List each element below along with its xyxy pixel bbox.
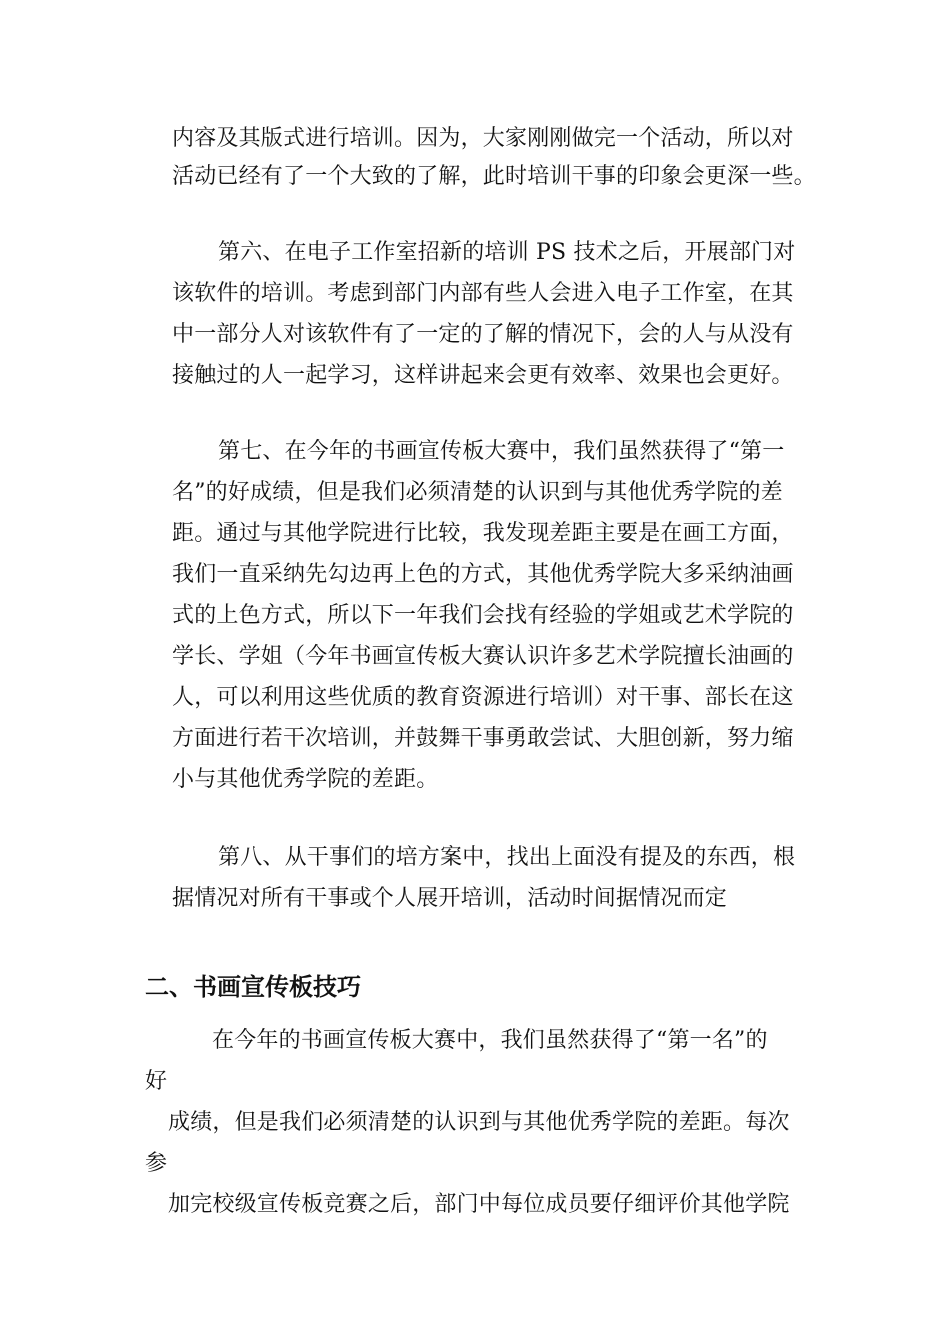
paragraph-intro-line-1: 内容及其版式进行培训。因为，大家刚刚做完一个活动，所以对 [172,126,794,151]
paragraph-6-line-4: 接触过的人一起学习，这样讲起来会更有效率、效果也会更好。 [172,363,794,388]
paragraph-7-line-4: 我们一直采纳先勾边再上色的方式，其他优秀学院大多采纳油画 [172,562,794,587]
paragraph-intro-line-2: 活动已经有了一个大致的了解，此时培训干事的印象会更深一些。 [172,164,816,189]
section-2-line-3: 成绩，但是我们必须清楚的认识到与其他优秀学院的差距。每次 [168,1110,790,1135]
section-2-line-5: 加完校级宣传板竞赛之后，部门中每位成员要仔细评价其他学院 [168,1192,790,1217]
paragraph-8-line-1: 第八、从干事们的培方案中，找出上面没有提及的东西，根 [218,845,796,870]
paragraph-7-line-5: 式的上色方式，所以下一年我们会找有经验的学姐或艺术学院的 [172,603,794,628]
paragraph-6-line-1: 第六、在电子工作室招新的培训 PS 技术之后，开展部门对 [218,240,796,265]
paragraph-7-line-1: 第七、在今年的书画宣传板大赛中，我们虽然获得了“第一 [218,439,785,464]
paragraph-7-line-7: 人，可以利用这些优质的教育资源进行培训）对干事、部长在这 [172,685,794,710]
section-2-line-2: 好 [145,1069,168,1094]
paragraph-7-line-2: 名”的好成绩，但是我们必须清楚的认识到与其他优秀学院的差 [172,480,783,505]
paragraph-7-line-8: 方面进行若干次培训，并鼓舞干事勇敢尝试、大胆创新，努力缩 [172,726,794,751]
paragraph-7-line-3: 距。通过与其他学院进行比较，我发现差距主要是在画工方面， [172,521,794,546]
section-2-line-4: 参 [145,1151,168,1176]
section-2-line-1: 在今年的书画宣传板大赛中，我们虽然获得了“第一名”的 [212,1028,768,1053]
paragraph-7-line-9: 小与其他优秀学院的差距。 [172,767,439,792]
paragraph-7-line-6: 学长、学姐（今年书画宣传板大赛认识许多艺术学院擅长油画的 [172,644,794,669]
paragraph-8-line-2: 据情况对所有干事或个人展开培训，活动时间据情况而定 [172,886,728,911]
section-heading: 二、书画宣传板技巧 [145,972,361,1001]
paragraph-6-line-2: 该软件的培训。考虑到部门内部有些人会进入电子工作室，在其 [172,281,794,306]
paragraph-6-line-3: 中一部分人对该软件有了一定的了解的情况下，会的人与从没有 [172,322,794,347]
